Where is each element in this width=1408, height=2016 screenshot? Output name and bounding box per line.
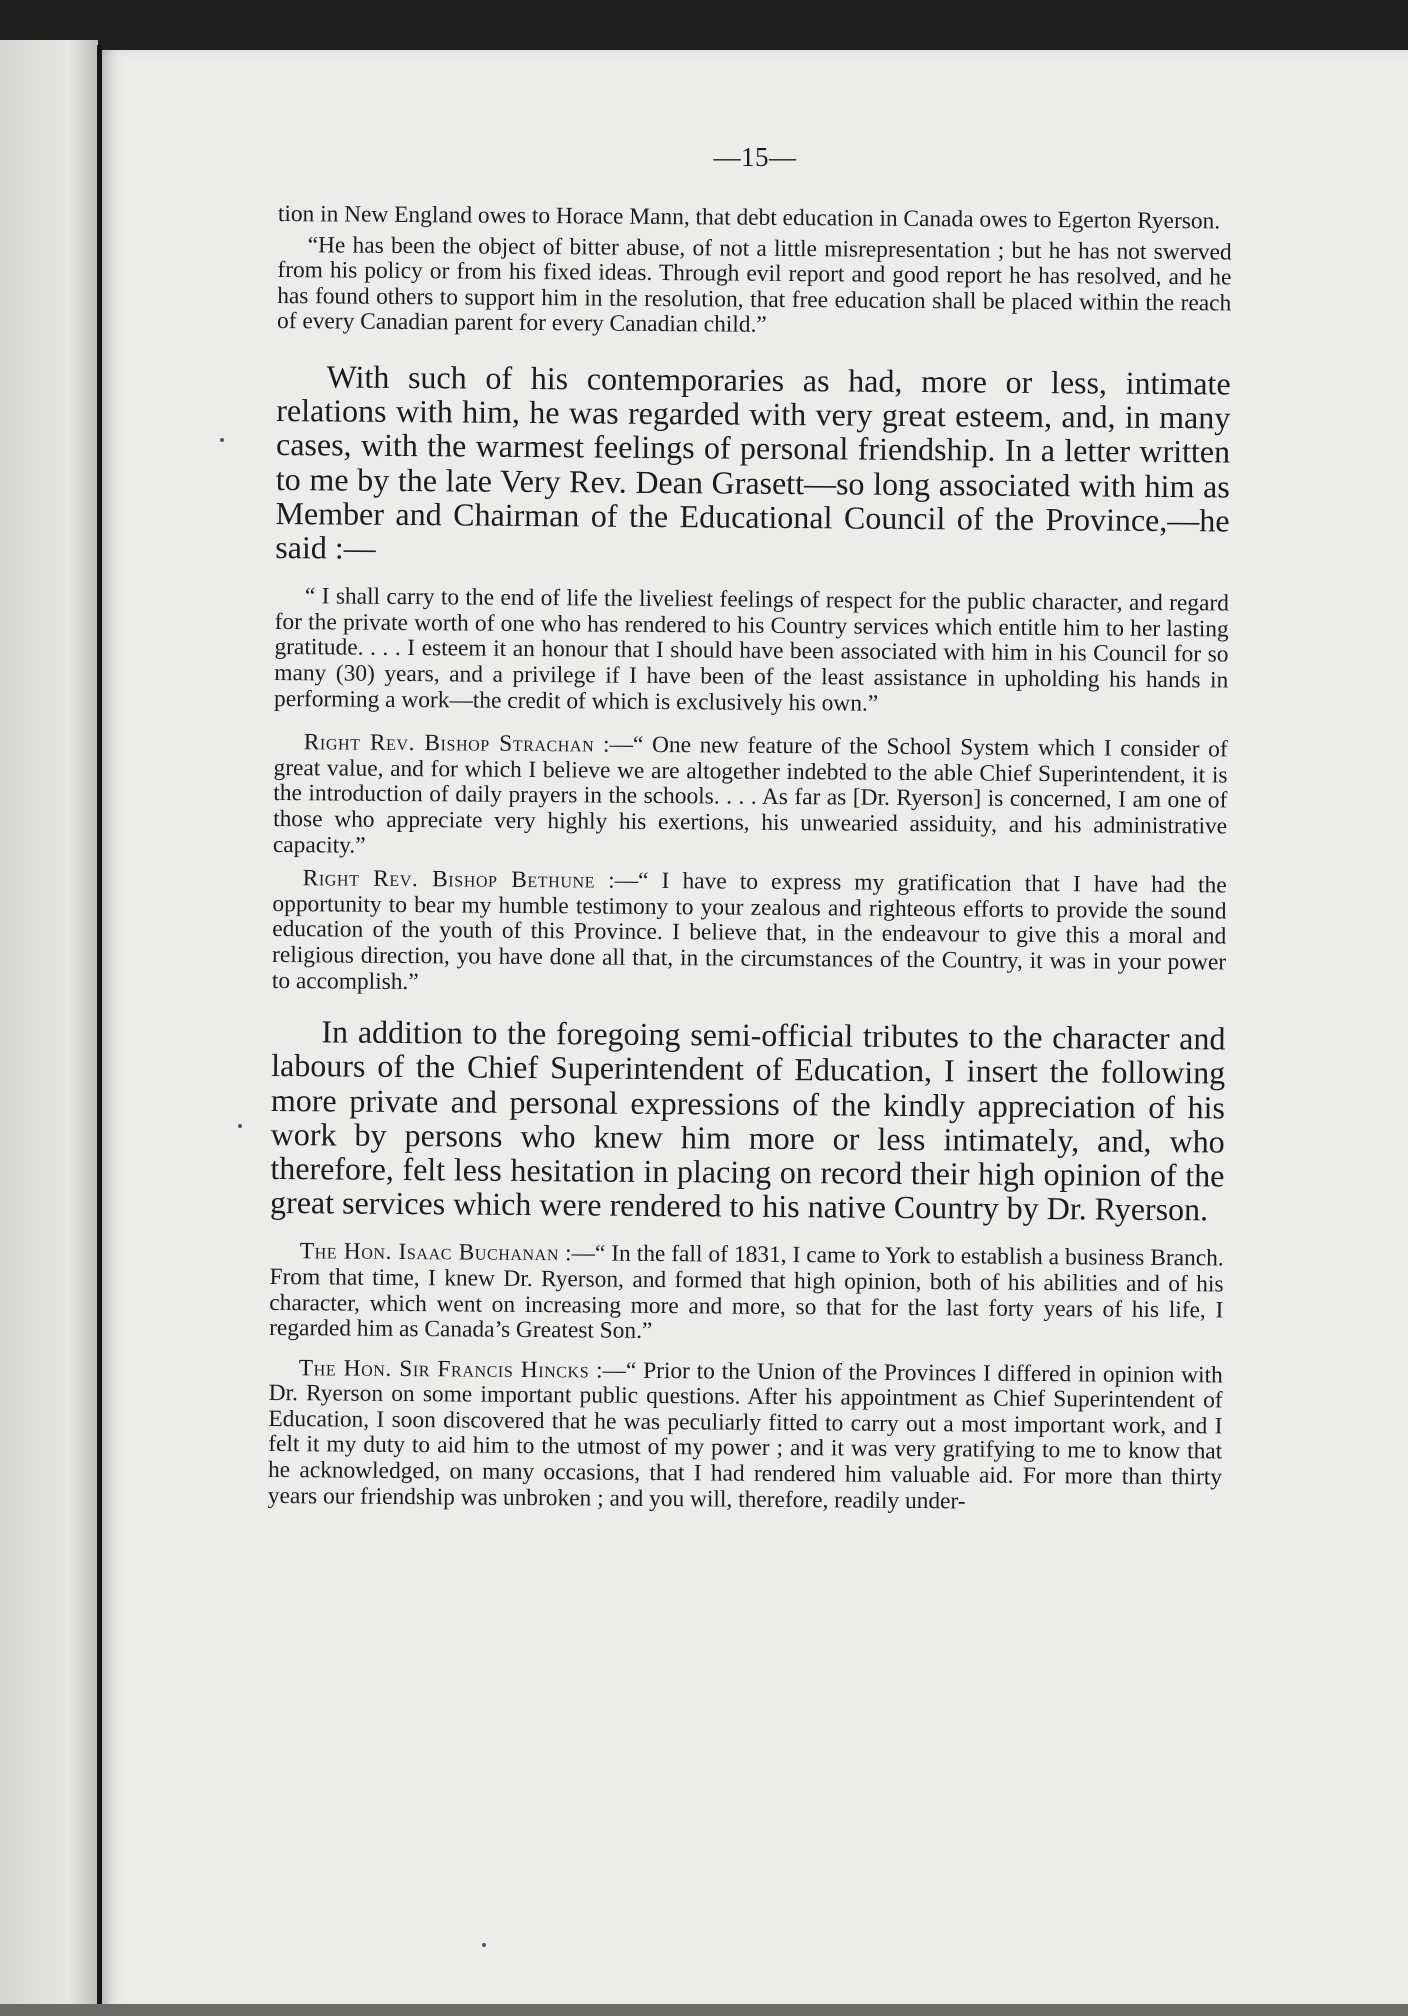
abuse-quote-paragraph: “He has been the object of bitter abuse, of not a little misrepresentation ; but he has not swerved from his policy or from his fixed ideas. Through evil report and good report he has resolved, and he has found others to support him in the resolution, that free education shall be placed within the reach of every Canadian parent for every Canadian child.” xyxy=(276,231,1232,339)
scan-speck xyxy=(220,438,224,442)
strachan-name: Right Rev. Bishop Strachan xyxy=(303,729,595,758)
text-column xyxy=(268,202,1232,1517)
grasett-quote-paragraph: “ I shall carry to the end of life the liveliest feelings of respect for the public character, and regard for the private worth of one who has rendered to his Country services which entitle him to her lasting gratitude. . . . I esteem it an honour that I should have been associated with him in his Council for so many (30) years, and a privilege if I have been of the least assistance in upholding his hands in performing a work—the credit of which is exclusively his own.” xyxy=(273,583,1229,717)
scan-speck xyxy=(482,1943,486,1947)
bethune-name: Right Rev. Bishop Bethune xyxy=(302,865,596,894)
hincks-quote: :—“ Prior to the Union of the Provinces I differed in opinion with Dr. Ryerson on some important public questions. After his appointment as Chief Superintendent of Education, I soon discovered that he was peculiarly fitted to carry out a most important work, and I felt it my duty to aid him to the utmost of my power ; and it was very gratifying to me to know that he acknowledged, on many occasions, that I had rendered him valuable aid. For more than thirty years our friendship was unbroken ; and you will, therefore, readily under- xyxy=(267,1357,1223,1515)
buchanan-name: The Hon. Isaac Buchanan xyxy=(299,1238,560,1267)
buchanan-quote: :—“ In the fall of 1831, I came to York to establish a business Branch. From that time, I knew Dr. Ryerson, and formed that high opinion, both of his abilities and of his character, which went on increasing more and more, so that for the last forty years of his life, I regarded him as Canada’s Greatest Son.” xyxy=(269,1240,1224,1345)
hincks-paragraph xyxy=(268,1356,1223,1517)
bethune-paragraph xyxy=(272,866,1227,1001)
mann-continuation-paragraph: tion in New England owes to Horace Mann, that debt education in Canada owes to Egerton Ryerson. xyxy=(277,201,1221,235)
scan-speck xyxy=(238,1124,242,1128)
book-page xyxy=(102,50,1408,2010)
hincks-name: The Hon. Sir Francis Hincks xyxy=(298,1354,590,1384)
page-number: —15— xyxy=(713,142,797,172)
bethune-quote: :—“ I have to express my gratification that I have had the opportunity to bear my humble testimony to your zealous and righteous efforts to provide the sound education of the youth of this Province. I believe that, in the endeavour to give this a moral and religious direction, you have done all that, in the circumstances of the Country, it was in your power to accomplish.” xyxy=(271,867,1227,995)
contemporaries-paragraph: With such of his contemporaries as had, more or less, intimate relations with him, he was regarded with very great esteem, and, in many cases, with the warmest feelings of personal friendship. In a letter written to me by the late Very Rev. Dean Grasett—so long associated with him as Member and Chairman of the Educational Council of the Province,—he said :— xyxy=(275,358,1231,566)
addition-paragraph: In addition to the foregoing semi-official tributes to the character and labours of the Chief Superintendent of Education, I insert the following more private and personal expressions of the kindly appreciation of his work by persons who knew him more or less intimately, and, who therefore, felt less hesitation in placing on record their high opinion of the great services which were rendered to his native Country by Dr. Ryerson. xyxy=(270,1013,1226,1228)
strachan-quote: :—“ One new feature of the School System which I consider of great value, and for which I believe we are altogether indebted to the able Chief Superintendent, it is the introduction of daily prayers in the schools. . . . As far as [Dr. Ryerson] is concerned, I am one of those who appreciate very highly his exertions, his unwearied assiduity, and his administrative capacity.” xyxy=(272,731,1228,859)
buchanan-paragraph xyxy=(269,1239,1224,1349)
scan-bottom-edge xyxy=(0,2004,1408,2016)
strachan-paragraph xyxy=(273,730,1228,865)
facing-page-edge xyxy=(0,40,98,2016)
